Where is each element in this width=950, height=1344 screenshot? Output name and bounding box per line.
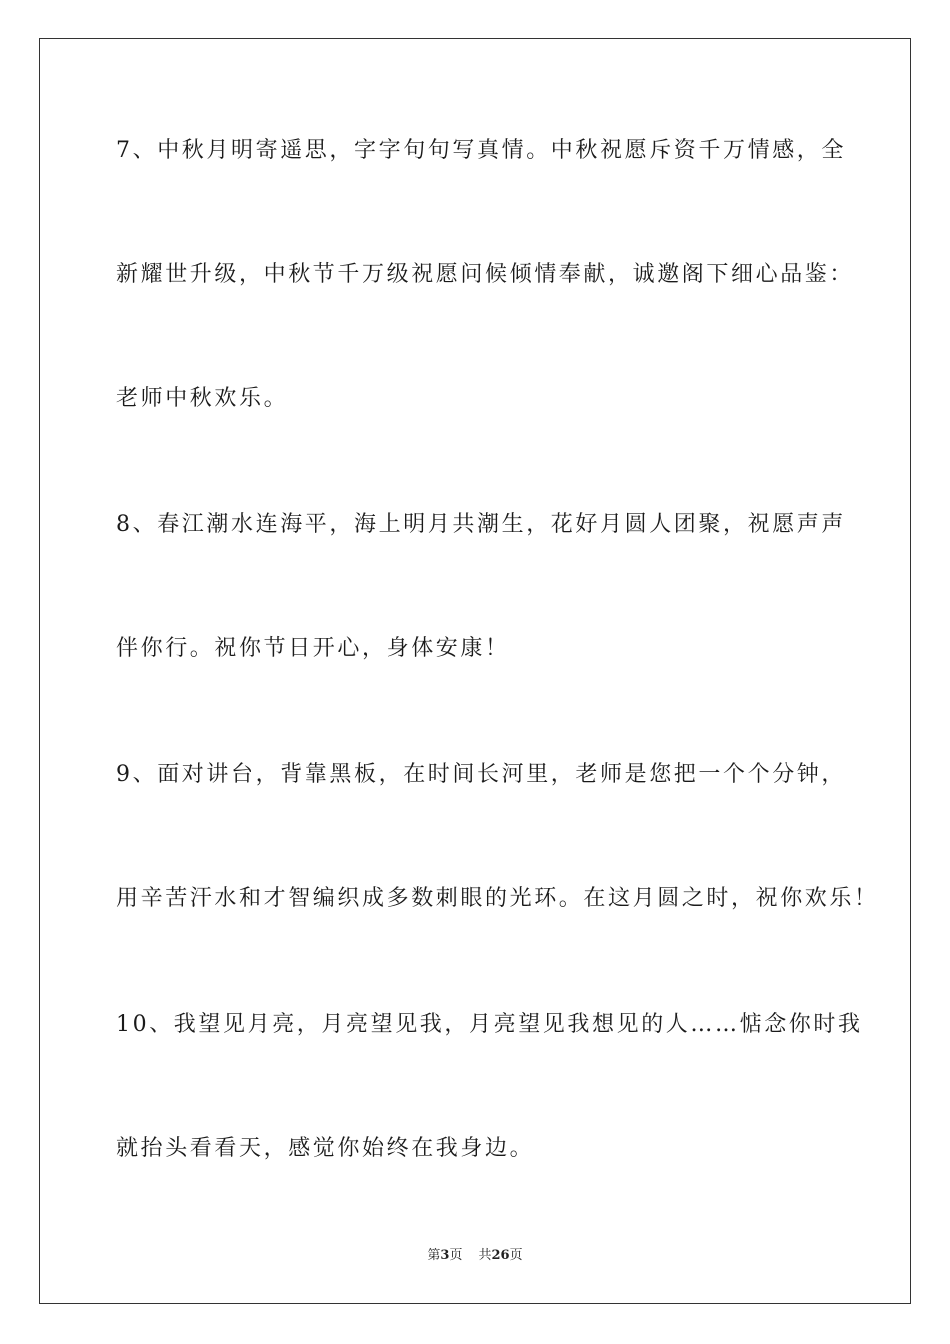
paragraph-7-line-3: 老师中秋欢乐。 [116,386,289,411]
paragraph-7-line-2: 新耀世升级，中秋节千万级祝愿问候倾情奉献，诚邀阁下细心品鉴： [116,262,855,287]
paragraph-9-line-2: 用辛苦汗水和才智编织成多数刺眼的光环。在这月圆之时，祝你欢乐！ [116,886,879,911]
paragraph-8-line-1: 8、春江潮水连海平，海上明月共潮生，花好月圆人团聚，祝愿声声 [116,512,846,537]
total-pages: 26 [491,1248,510,1263]
page-number: 3 [440,1248,450,1263]
paragraph-10-line-1: 10、我望见月亮，月亮望见我，月亮望见我想见的人……惦念你时我 [116,1012,863,1037]
page-prefix: 第 [427,1248,441,1263]
total-prefix: 共 [478,1248,492,1263]
paragraph-10-line-2: 就抬头看看天，感觉你始终在我身边。 [116,1136,535,1161]
paragraph-8-line-2: 伴你行。祝你节日开心，身体安康！ [116,636,510,661]
page-suffix: 页 [449,1248,463,1263]
page-footer [0,1247,950,1265]
page-border [39,38,911,1304]
total-suffix: 页 [509,1248,523,1263]
paragraph-9-line-1: 9、面对讲台，背靠黑板，在时间长河里，老师是您把一个个分钟， [116,762,846,787]
paragraph-7-line-1: 7、中秋月明寄遥思，字字句句写真情。中秋祝愿斥资千万情感，全 [116,138,846,163]
